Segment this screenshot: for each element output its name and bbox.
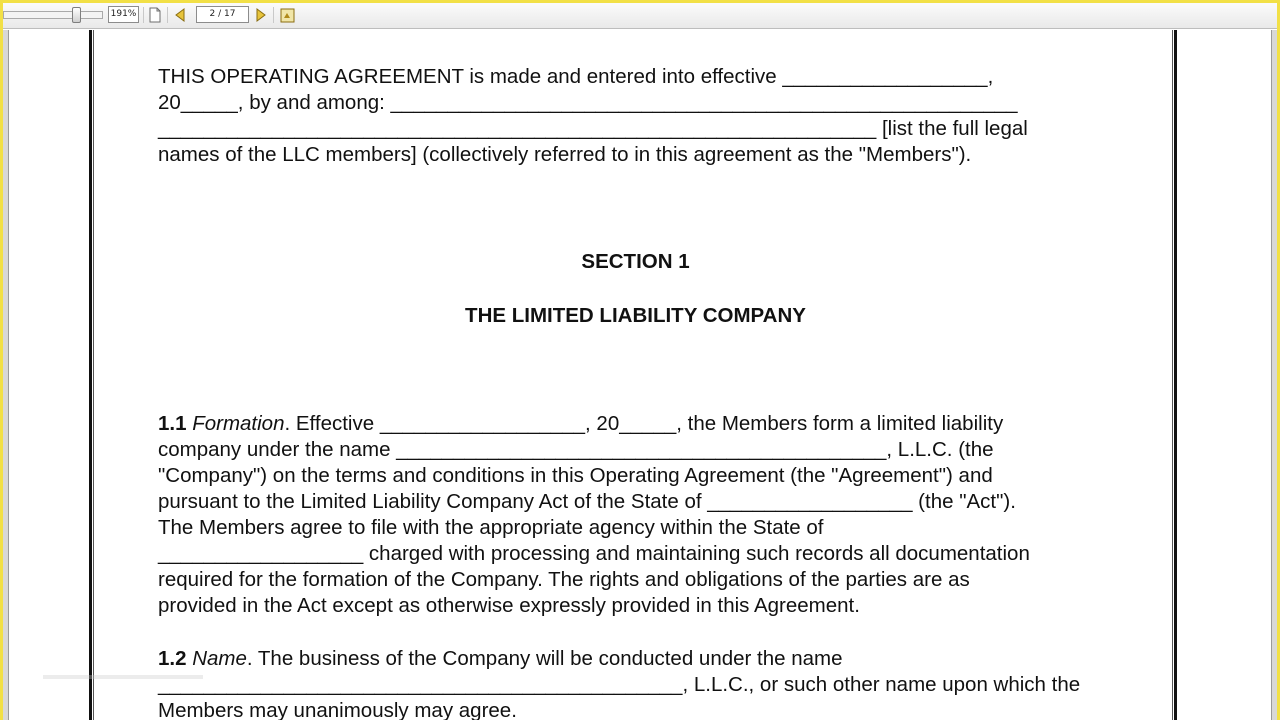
text-line: names of the LLC members] (collectively referred to in this agreement as the "Members"). [158, 143, 972, 166]
clause-text: . Effective __________________, 20_____, the Members form a limited liability [284, 412, 1004, 435]
intro-paragraph [158, 64, 1118, 168]
page-border-left [89, 30, 94, 720]
text-line: required for the formation of the Company. The rights and obligations of the parties are as [158, 568, 970, 591]
page-icon[interactable] [146, 6, 164, 24]
clause-first-line [158, 646, 1118, 672]
clause-1-2 [158, 646, 1118, 720]
page-border-right [1172, 30, 1177, 720]
left-gutter [3, 30, 9, 720]
text-line: __________________ charged with processing and maintaining such records all documentation [158, 542, 1030, 565]
toolbar-separator [273, 7, 274, 23]
text-line: provided in the Act except as otherwise expressly provided in this Agreement. [158, 594, 860, 617]
toolbar-separator [143, 7, 144, 23]
page-number-text: 2 / 17 [209, 9, 236, 19]
right-gutter [1271, 30, 1277, 720]
fit-page-icon[interactable] [278, 6, 296, 24]
section-title-heading: THE LIMITED LIABILITY COMPANY [465, 304, 806, 327]
zoom-slider[interactable] [3, 11, 103, 19]
clause-first-line [158, 411, 1118, 437]
text-line: 20_____, by and among: _______________________________________________________ [158, 91, 1018, 114]
text-line: "Company") on the terms and conditions in this Operating Agreement (the "Agreement") and [158, 464, 993, 487]
text-line: The Members agree to file with the appropriate agency within the State of [158, 516, 824, 539]
document-page [158, 64, 1118, 720]
clause-text: . The business of the Company will be conducted under the name [246, 647, 843, 670]
clause-number: 1.1 [158, 412, 187, 435]
page-number-field[interactable] [196, 6, 249, 23]
toolbar-separator [167, 7, 168, 23]
document-viewer[interactable] [3, 30, 1277, 720]
previous-page-icon[interactable] [171, 6, 189, 24]
zoom-level-text: 191% [110, 9, 137, 19]
text-line: Members may unanimously may agree. [158, 699, 517, 720]
pdf-toolbar [3, 3, 1277, 29]
next-page-icon[interactable] [252, 6, 270, 24]
clause-title: Name [192, 647, 247, 670]
text-line: ______________________________________________, L.L.C., or such other name upon which the [158, 673, 1081, 696]
clause-title: Formation [192, 412, 285, 435]
text-line: _______________________________________________________________ [list the full legal [158, 117, 1028, 140]
section-number-heading: SECTION 1 [581, 250, 690, 273]
clause-1-1 [158, 411, 1118, 619]
zoom-slider-thumb[interactable] [72, 7, 81, 23]
zoom-level-field[interactable] [108, 6, 139, 23]
text-line: THIS OPERATING AGREEMENT is made and entered into effective __________________, [158, 65, 994, 88]
text-line: company under the name ___________________________________________, L.L.C. (the [158, 438, 994, 461]
clause-number: 1.2 [158, 647, 187, 670]
text-line: pursuant to the Limited Liability Company Act of the State of __________________ (the "Act"). [158, 490, 1016, 513]
